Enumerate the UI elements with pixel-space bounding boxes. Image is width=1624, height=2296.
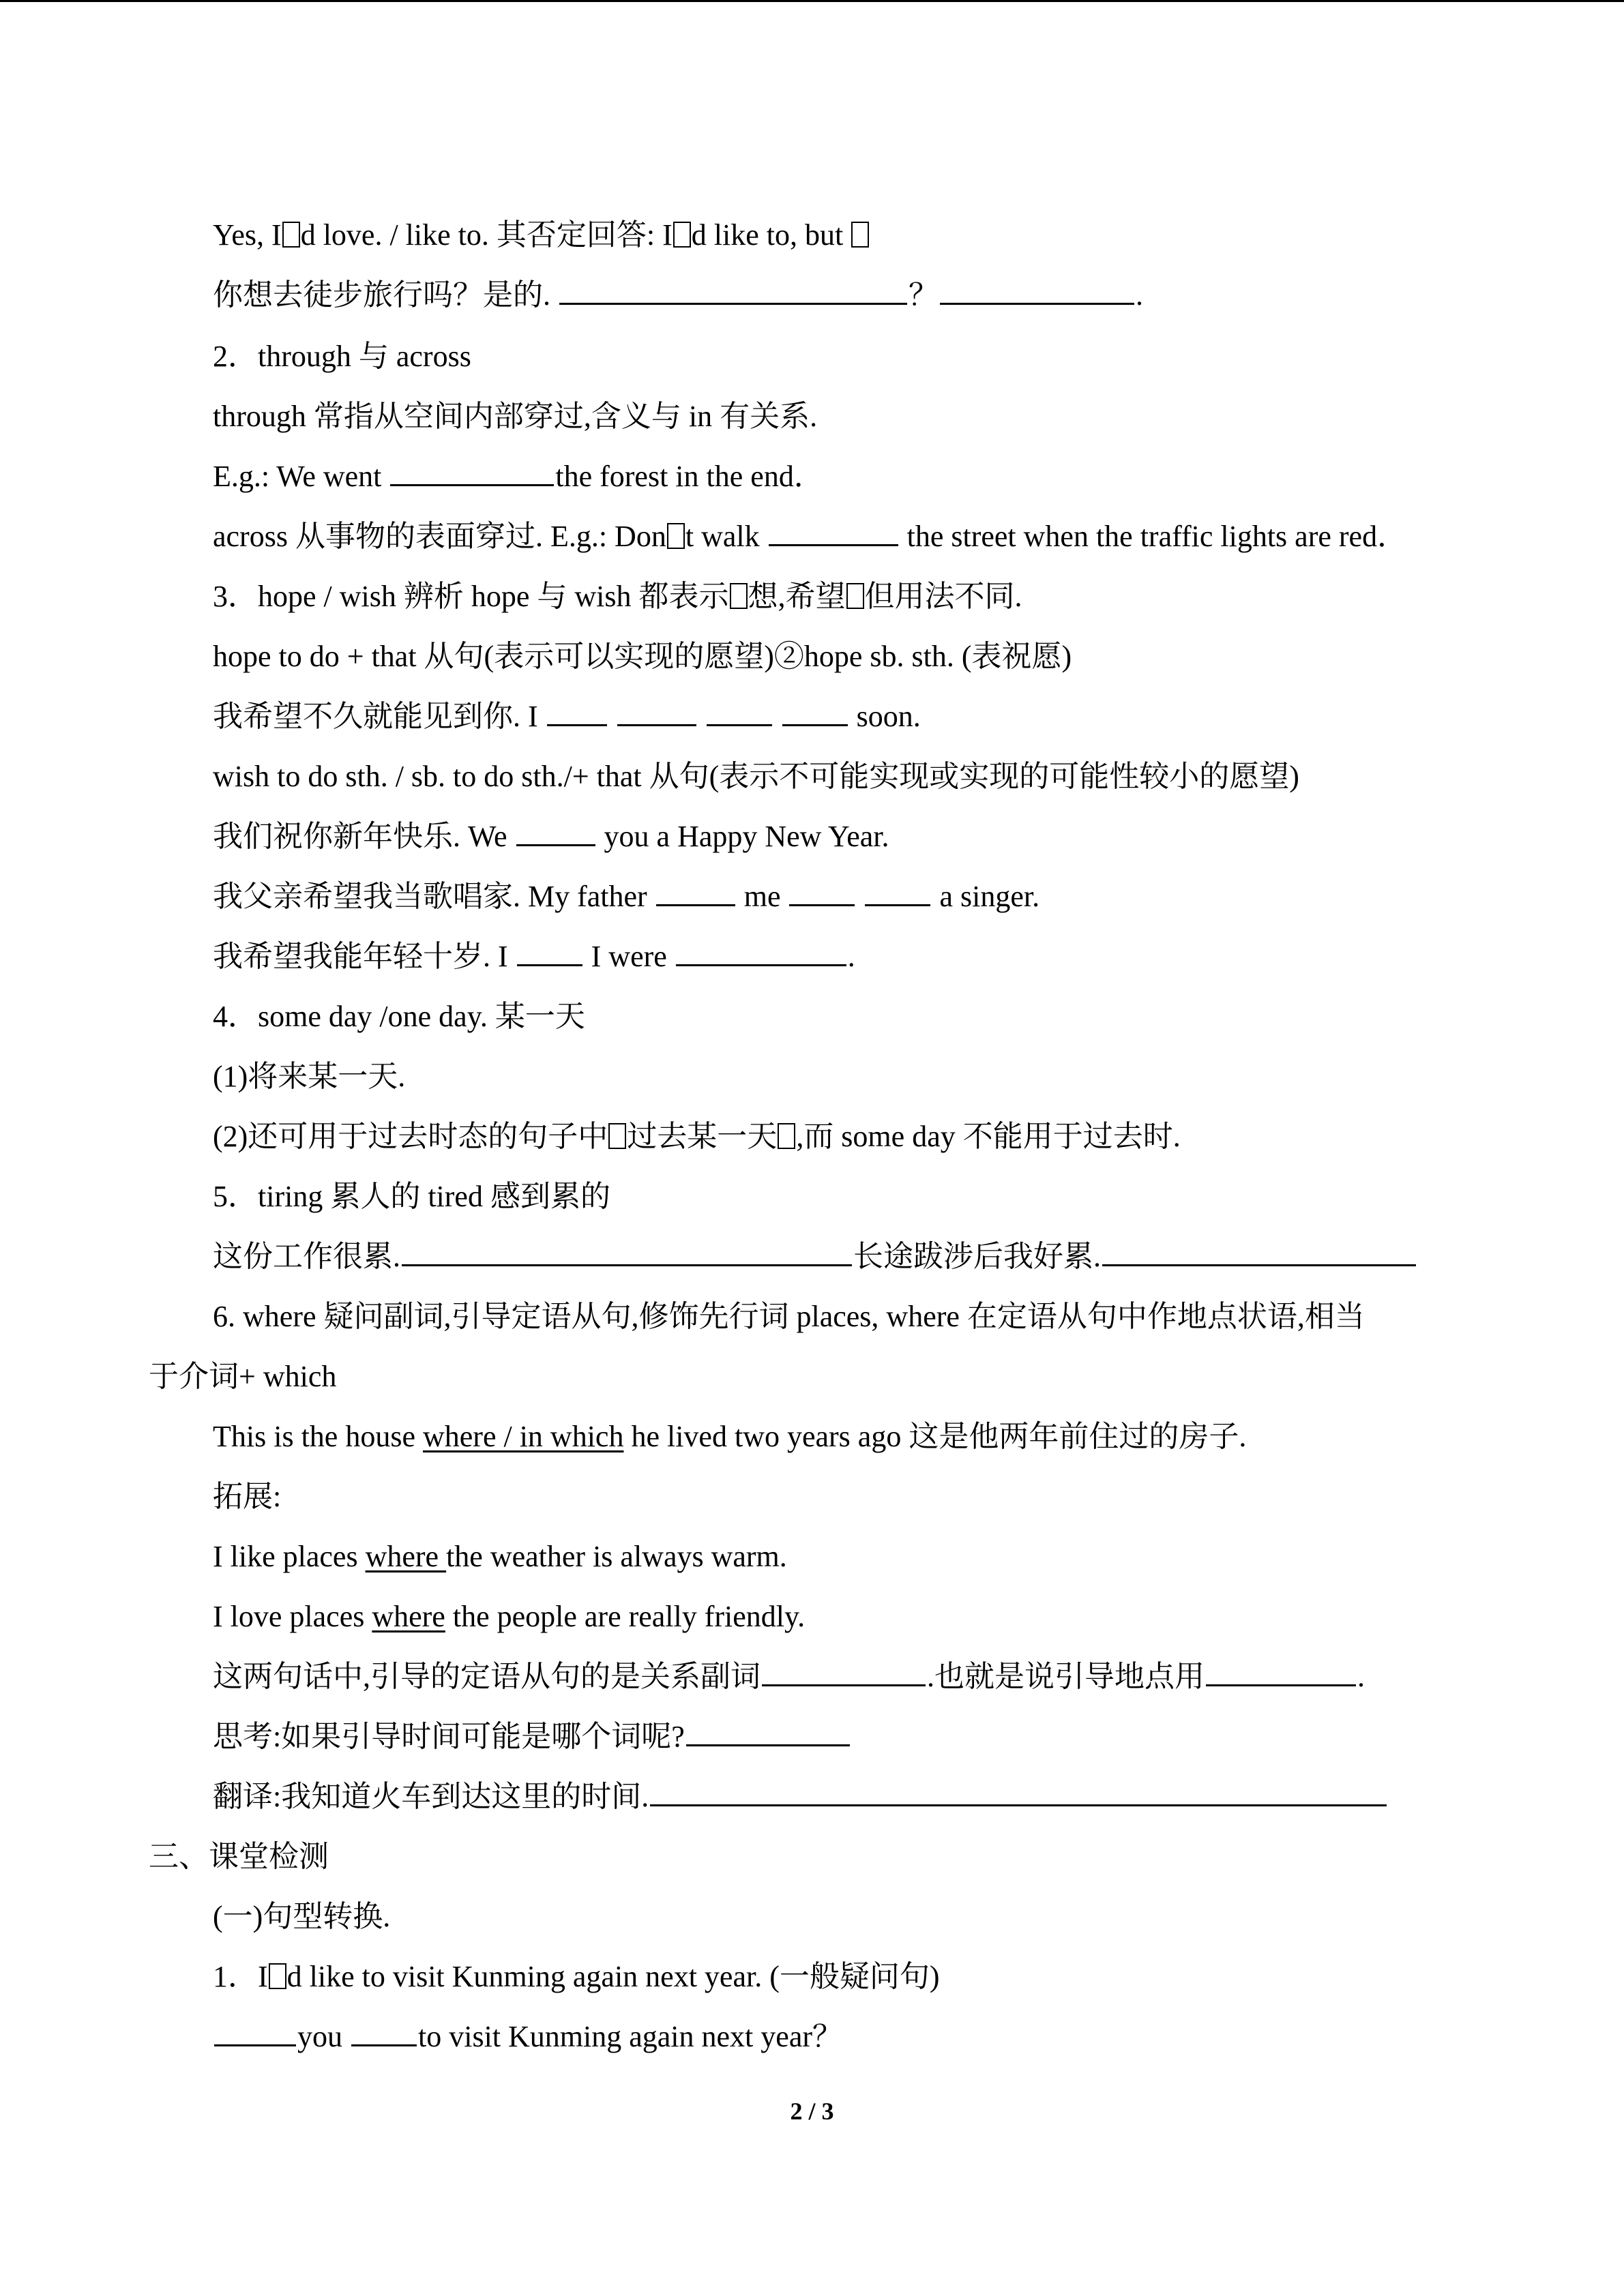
line-where-example [213, 1416, 1246, 1457]
line-some-day-1: (1)将来某一天. [213, 1060, 406, 1093]
section-heading: 三、课堂检测 [149, 1840, 329, 1873]
text: This is the house [213, 1420, 423, 1453]
text: the people are really friendly. [445, 1600, 806, 1633]
line-answer-form [213, 215, 870, 256]
text: 思考:如果引导时间可能是哪个词呢? [213, 1720, 685, 1753]
heading-through-across: 2．through 与 across [213, 340, 471, 373]
text: me [736, 880, 788, 913]
text: a singer. [932, 880, 1040, 913]
text: the weather is always warm. [446, 1540, 787, 1573]
line-wish-example-1 [213, 816, 889, 857]
answer-blank[interactable] [516, 817, 595, 846]
line-tiring-translate [213, 1236, 1417, 1277]
heading-where: 6. where 疑问副词,引导定语从句,修饰先行词 places, where 在定语从句中作地点状语,相当 [213, 1300, 1365, 1333]
text: 我们祝你新年快乐. We [213, 820, 515, 853]
answer-blank[interactable] [214, 2017, 296, 2046]
answer-blank[interactable] [547, 697, 607, 726]
text: 我父亲希望我当歌唱家. My father [213, 880, 655, 913]
line-hope-usage: hope to do + that 从句(表示可以实现的愿望)②hope sb. sth. (表祝愿) [213, 640, 1072, 673]
text: 1．I [213, 1960, 268, 1993]
line-through-definition: through 常指从空间内部穿过,含义与 in 有关系. [213, 400, 818, 433]
text: 我希望我能年轻十岁. I [213, 940, 516, 973]
subsection-heading: (一)句型转换. [213, 1900, 391, 1933]
line-hiking-question [213, 275, 1143, 316]
label-extension: 拓展: [213, 1480, 282, 1513]
text: I were [583, 940, 675, 973]
text: d like to visit Kunming again next year. (一般疑问句) [286, 1960, 940, 1993]
answer-blank[interactable] [650, 1777, 1387, 1806]
answer-blank[interactable] [351, 2017, 417, 2046]
text: 我希望不久就能见到你. I [213, 700, 546, 733]
text: d like to, but [691, 218, 851, 252]
answer-blank[interactable] [782, 697, 848, 726]
missing-glyph-box [282, 222, 300, 248]
text: t walk [685, 520, 767, 553]
answer-blank[interactable] [676, 937, 846, 966]
question-1 [213, 1956, 940, 1997]
top-border-line [0, 0, 1624, 2]
answer-blank[interactable] [769, 517, 898, 546]
text: you a Happy New Year. [596, 820, 889, 853]
text: 想,希望 [748, 580, 846, 613]
answer-blank[interactable] [617, 697, 696, 726]
text: (2)还可用于过去时态的句子中 [213, 1120, 608, 1153]
missing-glyph-box [851, 222, 869, 248]
line-extension-2 [213, 1596, 805, 1637]
answer-blank[interactable] [789, 877, 855, 906]
line-where-cont: 于介词+ which [149, 1360, 337, 1393]
page-number: 2 / 3 [790, 2098, 834, 2125]
text: .也就是说引导地点用 [927, 1660, 1205, 1693]
answer-blank[interactable] [1206, 1657, 1356, 1686]
line-hope-example [213, 696, 921, 737]
answer-blank[interactable] [390, 457, 554, 486]
line-extension-1 [213, 1536, 787, 1577]
text: 你想去徒步旅行吗？是的. [213, 278, 558, 312]
answer-blank[interactable] [940, 275, 1134, 305]
text: to visit Kunming again next year？ [418, 2020, 842, 2053]
line-wish-example-3 [213, 936, 855, 977]
missing-glyph-box [673, 222, 691, 248]
text: 过去某一天 [627, 1120, 778, 1153]
answer-blank[interactable] [762, 1657, 926, 1686]
underlined-text: where / in which [422, 1420, 624, 1453]
answer-blank[interactable] [865, 877, 930, 906]
answer-blank[interactable] [402, 1237, 852, 1266]
heading-tiring-tired: 5．tiring 累人的 tired 感到累的 [213, 1180, 610, 1213]
answer-blank[interactable] [686, 1717, 850, 1746]
question-1-answer [213, 2016, 842, 2057]
line-translate [213, 1776, 1388, 1817]
answer-blank[interactable] [656, 877, 735, 906]
text: the street when the traffic lights are red． [899, 520, 1408, 553]
line-example-forest [213, 456, 824, 497]
text: . [1136, 278, 1143, 312]
answer-blank[interactable] [559, 275, 907, 305]
text: 这份工作很累. [213, 1240, 400, 1273]
text: 翻译:我知道火车到达这里的时间. [213, 1780, 649, 1813]
text: ？ [909, 278, 939, 312]
text: E.g.: We went [213, 460, 389, 493]
text: ,而 some day 不能用于过去时. [796, 1120, 1181, 1153]
line-think [213, 1716, 851, 1757]
line-some-day-2 [213, 1116, 1181, 1157]
heading-some-day: 4．some day /one day. 某一天 [213, 1000, 585, 1033]
line-across-definition [213, 516, 1407, 557]
text: d love. / like to. 其否定回答: I [300, 218, 673, 252]
underlined-text: where [372, 1600, 445, 1633]
missing-glyph-box [667, 523, 685, 549]
text: . [847, 940, 855, 973]
underlined-text: where [365, 1540, 447, 1573]
text: . [1357, 1660, 1365, 1693]
missing-glyph-box [730, 583, 748, 609]
text: Yes, I [213, 218, 282, 252]
text: the forest in the end． [555, 460, 824, 493]
text: across 从事物的表面穿过. E.g.: Don [213, 520, 666, 553]
missing-glyph-box [608, 1123, 626, 1149]
missing-glyph-box [269, 1963, 286, 1989]
text: soon. [848, 700, 921, 733]
line-wish-example-2 [213, 876, 1039, 917]
missing-glyph-box [846, 583, 864, 609]
text: 这两句话中,引导的定语从句的是关系副词 [213, 1660, 761, 1693]
text: you [297, 2020, 350, 2053]
answer-blank[interactable] [1102, 1237, 1416, 1266]
answer-blank[interactable] [517, 937, 582, 966]
answer-blank[interactable] [707, 697, 772, 726]
text: 长途跋涉后我好累. [853, 1240, 1101, 1273]
text: I like places [213, 1540, 366, 1573]
text: 但用法不同. [864, 580, 1022, 613]
text: 3．hope / wish 辨析 hope 与 wish 都表示 [213, 580, 729, 613]
missing-glyph-box [778, 1123, 795, 1149]
text: I love places [213, 1600, 372, 1633]
line-wish-usage: wish to do sth. / sb. to do sth./+ that 从句(表示不可能实现或实现的可能性较小的愿望) [213, 760, 1299, 793]
heading-hope-wish [213, 576, 1022, 617]
line-relative-adverb [213, 1656, 1365, 1697]
text: he lived two years ago 这是他两年前住过的房子. [623, 1420, 1247, 1453]
